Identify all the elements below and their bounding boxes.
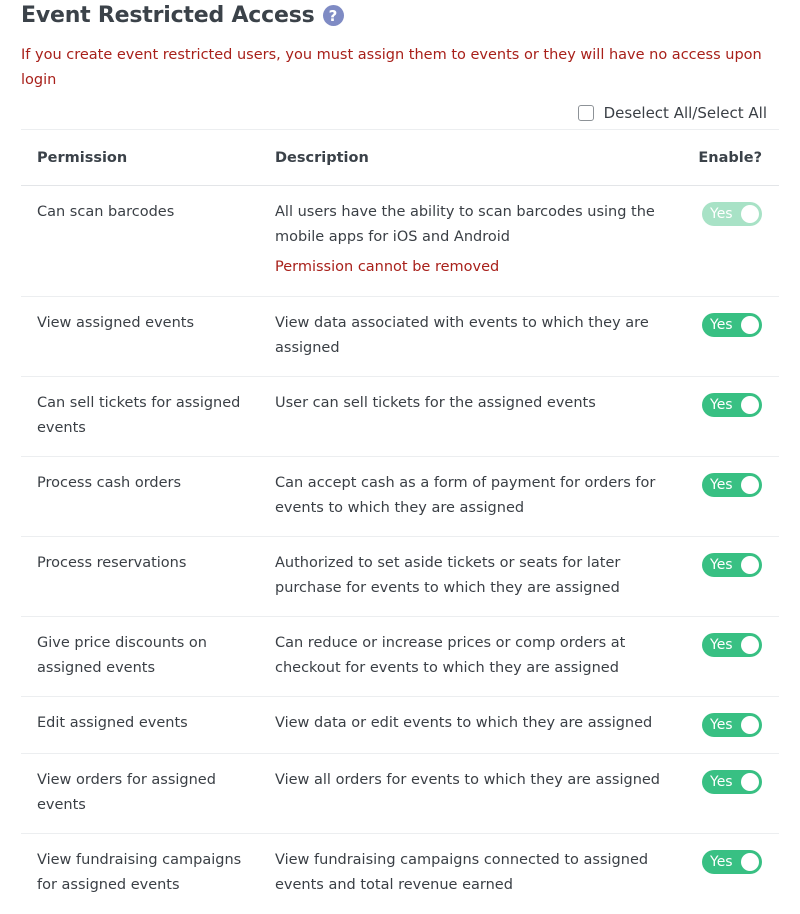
permission-name: View fundraising campaigns for assigned events: [37, 852, 242, 893]
toggle-label: Yes: [710, 316, 733, 333]
select-all-control[interactable]: [578, 104, 767, 122]
permission-description: Can reduce or increase prices or comp orders at checkout for events to which they are assigned: [275, 635, 626, 676]
table-row: [21, 537, 779, 617]
permission-description: Can accept cash as a form of payment for orders for events to which they are assigned: [275, 475, 656, 516]
permission-note: Permission cannot be removed: [275, 259, 500, 275]
enable-toggle[interactable]: [702, 850, 762, 874]
toggle-knob: [741, 476, 759, 494]
permissions-table: [21, 129, 779, 914]
table-row: [21, 297, 779, 377]
permission-description: View data or edit events to which they are assigned: [275, 715, 653, 731]
table-row: [21, 377, 779, 457]
table-row: [21, 617, 779, 697]
toggle-label: Yes: [710, 716, 733, 733]
select-all-checkbox[interactable]: [578, 105, 594, 121]
help-icon[interactable]: ?: [323, 5, 344, 26]
enable-toggle: [702, 202, 762, 226]
permission-description: User can sell tickets for the assigned events: [275, 395, 596, 411]
enable-toggle[interactable]: [702, 770, 762, 794]
toggle-label: Yes: [710, 476, 733, 493]
enable-toggle[interactable]: [702, 553, 762, 577]
permission-name: Process reservations: [37, 555, 187, 571]
permission-name: Give price discounts on assigned events: [37, 635, 207, 676]
permission-name: Edit assigned events: [37, 715, 188, 731]
description-text: All users have the ability to scan barcodes using the mobile apps for iOS and Android: [275, 204, 655, 245]
permission-description: Authorized to set aside tickets or seats for later purchase for events to which they are assigned: [275, 555, 621, 596]
toggle-label: Yes: [710, 636, 733, 653]
permission-name: View assigned events: [37, 315, 195, 331]
select-all-label[interactable]: Deselect All/Select All: [603, 104, 767, 122]
table-row: [21, 697, 779, 754]
toggle-label: Yes: [710, 205, 733, 222]
toggle-label: Yes: [710, 853, 733, 870]
enable-toggle[interactable]: [702, 633, 762, 657]
toggle-knob: [741, 716, 759, 734]
toggle-knob: [741, 205, 759, 223]
permission-description: [259, 200, 669, 280]
header-enable: Enable?: [698, 149, 762, 166]
permission-name: Can scan barcodes: [37, 204, 175, 220]
toggle-label: Yes: [710, 396, 733, 413]
toggle-knob: [741, 636, 759, 654]
table-header: [21, 130, 779, 186]
toggle-label: Yes: [710, 773, 733, 790]
table-row: [21, 186, 779, 297]
header-description: Description: [275, 149, 369, 166]
enable-toggle[interactable]: [702, 473, 762, 497]
permission-name: Process cash orders: [37, 475, 182, 491]
enable-toggle[interactable]: [702, 713, 762, 737]
enable-toggle[interactable]: [702, 313, 762, 337]
enable-toggle[interactable]: [702, 393, 762, 417]
toggle-knob: [741, 773, 759, 791]
permission-name: Can sell tickets for assigned events: [37, 395, 241, 436]
page-title: Event Restricted Access: [21, 3, 315, 28]
warning-message: If you create event restricted users, you must assign them to events or they will have no access upon login: [21, 47, 762, 88]
permission-description: View all orders for events to which they are assigned: [275, 772, 661, 788]
table-row: [21, 457, 779, 537]
header-permission: Permission: [37, 149, 128, 166]
permission-name: View orders for assigned events: [37, 772, 216, 813]
table-row: [21, 834, 779, 914]
toggle-knob: [741, 316, 759, 334]
toggle-knob: [741, 853, 759, 871]
toggle-knob: [741, 556, 759, 574]
page-header: [21, 3, 344, 28]
table-row: [21, 754, 779, 834]
permission-description: View data associated with events to which they are assigned: [275, 315, 649, 356]
permission-description: View fundraising campaigns connected to assigned events and total revenue earned: [275, 852, 649, 893]
toggle-label: Yes: [710, 556, 733, 573]
toggle-knob: [741, 396, 759, 414]
